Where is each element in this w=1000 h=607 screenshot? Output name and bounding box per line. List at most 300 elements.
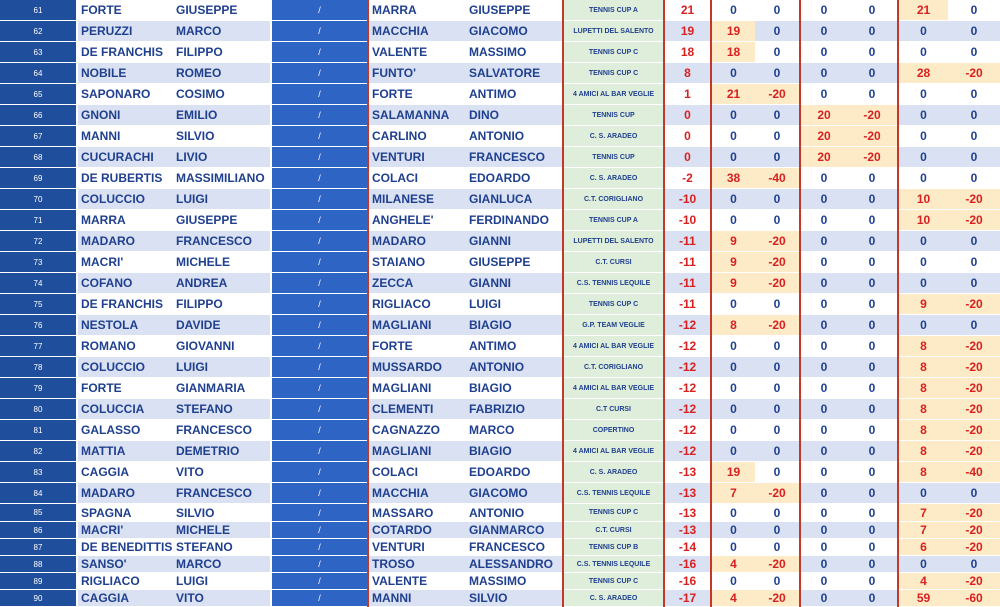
score-f: -40 [948, 462, 1000, 483]
score-c: 0 [800, 84, 847, 105]
score-b: 0 [755, 573, 800, 590]
score-e: 8 [898, 357, 948, 378]
player1-firstname: MARCO [173, 556, 271, 573]
table-row [0, 315, 1000, 336]
score-e: 0 [898, 315, 948, 336]
club-name: TENNIS CUP [563, 105, 664, 126]
score-b: 0 [755, 294, 800, 315]
total-points: 21 [664, 0, 711, 21]
club-name: C.S. TENNIS LEQUILE [563, 483, 664, 504]
row-number: 87 [0, 539, 77, 556]
club-name: TENNIS CUP C [563, 294, 664, 315]
score-e: 59 [898, 590, 948, 607]
row-number: 72 [0, 231, 77, 252]
table-row [0, 168, 1000, 189]
row-number: 75 [0, 294, 77, 315]
score-f: 0 [948, 0, 1000, 21]
player1-firstname: MASSIMILIANO [173, 168, 271, 189]
player1-surname: DE FRANCHIS [77, 42, 173, 63]
player2-surname: MILANESE [368, 189, 466, 210]
player1-surname: SAPONARO [77, 84, 173, 105]
table-row [0, 63, 1000, 84]
player2-firstname: ANTIMO [466, 84, 563, 105]
player1-surname: MANNI [77, 126, 173, 147]
score-e: 0 [898, 147, 948, 168]
player2-surname: MADARO [368, 231, 466, 252]
club-name: TENNIS CUP C [563, 504, 664, 522]
score-c: 0 [800, 210, 847, 231]
player2-firstname: BIAGIO [466, 315, 563, 336]
player2-surname: FORTE [368, 84, 466, 105]
score-e: 28 [898, 63, 948, 84]
club-name: TENNIS CUP C [563, 63, 664, 84]
total-points: 19 [664, 21, 711, 42]
player2-surname: MARRA [368, 0, 466, 21]
player2-firstname: FRANCESCO [466, 147, 563, 168]
player1-firstname: ANDREA [173, 273, 271, 294]
total-points: -12 [664, 336, 711, 357]
club-name: C.T. CORIGLIANO [563, 357, 664, 378]
score-a: 19 [711, 21, 755, 42]
score-f: -20 [948, 441, 1000, 462]
row-number: 61 [0, 0, 77, 21]
separator-slash: / [271, 420, 368, 441]
club-name: 4 AMICI AL BAR VEGLIE [563, 378, 664, 399]
club-name: 4 AMICI AL BAR VEGLIE [563, 441, 664, 462]
total-points: -11 [664, 294, 711, 315]
score-c: 0 [800, 556, 847, 573]
row-number: 90 [0, 590, 77, 607]
score-d: 0 [847, 399, 898, 420]
player2-firstname: EDOARDO [466, 462, 563, 483]
separator-slash: / [271, 556, 368, 573]
club-name: C.T. CORIGLIANO [563, 189, 664, 210]
score-c: 0 [800, 483, 847, 504]
score-d: 0 [847, 420, 898, 441]
score-a: 7 [711, 483, 755, 504]
score-a: 0 [711, 357, 755, 378]
score-f: 0 [948, 105, 1000, 126]
score-b: 0 [755, 42, 800, 63]
player1-firstname: LUIGI [173, 573, 271, 590]
player1-firstname: FILIPPO [173, 42, 271, 63]
player1-firstname: ROMEO [173, 63, 271, 84]
score-d: 0 [847, 573, 898, 590]
player2-firstname: EDOARDO [466, 168, 563, 189]
score-e: 4 [898, 573, 948, 590]
score-b: -20 [755, 315, 800, 336]
player1-firstname: GIANMARIA [173, 378, 271, 399]
score-e: 7 [898, 522, 948, 539]
player2-firstname: SALVATORE [466, 63, 563, 84]
player2-firstname: GIANMARCO [466, 522, 563, 539]
player2-firstname: ALESSANDRO [466, 556, 563, 573]
table-row [0, 252, 1000, 273]
score-f: -20 [948, 357, 1000, 378]
score-e: 0 [898, 105, 948, 126]
row-number: 64 [0, 63, 77, 84]
table-row [0, 357, 1000, 378]
score-c: 0 [800, 21, 847, 42]
player2-firstname: GIANNI [466, 273, 563, 294]
score-c: 0 [800, 273, 847, 294]
table-row [0, 210, 1000, 231]
total-points: -14 [664, 539, 711, 556]
row-number: 84 [0, 483, 77, 504]
score-b: 0 [755, 189, 800, 210]
separator-slash: / [271, 168, 368, 189]
player1-firstname: FRANCESCO [173, 231, 271, 252]
score-b: 0 [755, 336, 800, 357]
score-a: 0 [711, 336, 755, 357]
club-name: 4 AMICI AL BAR VEGLIE [563, 336, 664, 357]
separator-slash: / [271, 42, 368, 63]
score-e: 9 [898, 294, 948, 315]
row-number: 73 [0, 252, 77, 273]
total-points: 18 [664, 42, 711, 63]
score-a: 0 [711, 210, 755, 231]
score-d: 0 [847, 21, 898, 42]
score-b: -40 [755, 168, 800, 189]
score-d: -20 [847, 147, 898, 168]
separator-slash: / [271, 539, 368, 556]
player1-surname: SPAGNA [77, 504, 173, 522]
score-b: 0 [755, 63, 800, 84]
player1-surname: NOBILE [77, 63, 173, 84]
club-name: C. S. ARADEO [563, 590, 664, 607]
score-a: 0 [711, 420, 755, 441]
club-name: C.T. CURSI [563, 252, 664, 273]
total-points: -12 [664, 315, 711, 336]
table-row [0, 539, 1000, 556]
score-f: 0 [948, 273, 1000, 294]
score-d: 0 [847, 315, 898, 336]
player1-surname: DE FRANCHIS [77, 294, 173, 315]
score-d: 0 [847, 357, 898, 378]
row-number: 86 [0, 522, 77, 539]
score-c: 0 [800, 336, 847, 357]
total-points: 0 [664, 126, 711, 147]
score-a: 0 [711, 522, 755, 539]
player2-firstname: GIACOMO [466, 483, 563, 504]
score-b: 0 [755, 399, 800, 420]
separator-slash: / [271, 252, 368, 273]
score-b: -20 [755, 231, 800, 252]
score-c: 0 [800, 357, 847, 378]
score-e: 0 [898, 231, 948, 252]
score-f: 0 [948, 315, 1000, 336]
score-f: -20 [948, 189, 1000, 210]
player2-surname: VENTURI [368, 539, 466, 556]
player2-surname: VALENTE [368, 42, 466, 63]
score-b: 0 [755, 357, 800, 378]
score-b: 0 [755, 504, 800, 522]
total-points: -11 [664, 273, 711, 294]
score-c: 0 [800, 294, 847, 315]
score-e: 7 [898, 504, 948, 522]
player1-firstname: EMILIO [173, 105, 271, 126]
score-f: -20 [948, 378, 1000, 399]
score-f: -20 [948, 63, 1000, 84]
score-c: 0 [800, 522, 847, 539]
score-a: 8 [711, 315, 755, 336]
score-c: 0 [800, 378, 847, 399]
score-e: 10 [898, 210, 948, 231]
club-name: 4 AMICI AL BAR VEGLIE [563, 84, 664, 105]
player2-surname: MAGLIANI [368, 378, 466, 399]
score-e: 0 [898, 84, 948, 105]
score-e: 10 [898, 189, 948, 210]
score-d: 0 [847, 273, 898, 294]
player1-firstname: LUIGI [173, 357, 271, 378]
score-d: 0 [847, 522, 898, 539]
score-b: -20 [755, 273, 800, 294]
score-c: 0 [800, 441, 847, 462]
total-points: -11 [664, 252, 711, 273]
score-e: 8 [898, 441, 948, 462]
player2-surname: FORTE [368, 336, 466, 357]
score-e: 8 [898, 336, 948, 357]
player2-firstname: FERDINANDO [466, 210, 563, 231]
club-name: LUPETTI DEL SALENTO [563, 21, 664, 42]
player2-firstname: SILVIO [466, 590, 563, 607]
table-row [0, 231, 1000, 252]
player2-surname: COLACI [368, 168, 466, 189]
player1-firstname: FILIPPO [173, 294, 271, 315]
table-row [0, 21, 1000, 42]
player1-surname: FORTE [77, 378, 173, 399]
score-a: 9 [711, 231, 755, 252]
score-f: -20 [948, 294, 1000, 315]
player1-firstname: MICHELE [173, 522, 271, 539]
row-number: 88 [0, 556, 77, 573]
row-number: 89 [0, 573, 77, 590]
score-d: -20 [847, 126, 898, 147]
score-f: 0 [948, 147, 1000, 168]
player2-firstname: GIACOMO [466, 21, 563, 42]
table-row [0, 147, 1000, 168]
club-name: G.P. TEAM VEGLIE [563, 315, 664, 336]
player1-surname: MACRI' [77, 522, 173, 539]
score-c: 0 [800, 189, 847, 210]
score-d: 0 [847, 483, 898, 504]
player1-firstname: MARCO [173, 21, 271, 42]
table-row [0, 420, 1000, 441]
score-a: 0 [711, 441, 755, 462]
score-a: 0 [711, 126, 755, 147]
score-f: -20 [948, 539, 1000, 556]
club-name: C.S. TENNIS LEQUILE [563, 556, 664, 573]
row-number: 70 [0, 189, 77, 210]
table-row [0, 462, 1000, 483]
score-a: 0 [711, 573, 755, 590]
separator-slash: / [271, 189, 368, 210]
player2-surname: FUNTO' [368, 63, 466, 84]
score-e: 21 [898, 0, 948, 21]
table-row [0, 522, 1000, 539]
club-name: TENNIS CUP [563, 147, 664, 168]
player1-surname: RIGLIACO [77, 573, 173, 590]
total-points: -16 [664, 556, 711, 573]
table-row [0, 378, 1000, 399]
score-e: 0 [898, 42, 948, 63]
club-name: COPERTINO [563, 420, 664, 441]
total-points: -13 [664, 462, 711, 483]
separator-slash: / [271, 522, 368, 539]
separator-slash: / [271, 378, 368, 399]
player1-firstname: COSIMO [173, 84, 271, 105]
player1-surname: DE BENEDITTIS [77, 539, 173, 556]
score-a: 9 [711, 273, 755, 294]
player1-firstname: FRANCESCO [173, 420, 271, 441]
club-name: C. S. ARADEO [563, 168, 664, 189]
score-d: 0 [847, 539, 898, 556]
separator-slash: / [271, 441, 368, 462]
score-e: 6 [898, 539, 948, 556]
score-b: 0 [755, 147, 800, 168]
player2-surname: ZECCA [368, 273, 466, 294]
player2-surname: SALAMANNA [368, 105, 466, 126]
table-row [0, 105, 1000, 126]
score-c: 0 [800, 399, 847, 420]
separator-slash: / [271, 231, 368, 252]
player2-surname: VALENTE [368, 573, 466, 590]
player1-surname: GNONI [77, 105, 173, 126]
row-number: 80 [0, 399, 77, 420]
player1-firstname: VITO [173, 462, 271, 483]
total-points: 1 [664, 84, 711, 105]
score-d: 0 [847, 252, 898, 273]
separator-slash: / [271, 105, 368, 126]
score-e: 0 [898, 556, 948, 573]
score-f: 0 [948, 556, 1000, 573]
score-b: 0 [755, 539, 800, 556]
club-name: C.S. TENNIS LEQUILE [563, 273, 664, 294]
score-f: 0 [948, 42, 1000, 63]
table-row [0, 126, 1000, 147]
row-number: 79 [0, 378, 77, 399]
player1-surname: CAGGIA [77, 462, 173, 483]
score-d: 0 [847, 42, 898, 63]
player1-firstname: MICHELE [173, 252, 271, 273]
score-a: 0 [711, 294, 755, 315]
player2-firstname: BIAGIO [466, 378, 563, 399]
player2-firstname: GIUSEPPE [466, 252, 563, 273]
separator-slash: / [271, 573, 368, 590]
total-points: -13 [664, 522, 711, 539]
score-b: 0 [755, 522, 800, 539]
player1-surname: COFANO [77, 273, 173, 294]
table-row [0, 399, 1000, 420]
player2-firstname: GIANNI [466, 231, 563, 252]
score-a: 0 [711, 504, 755, 522]
table-row [0, 590, 1000, 607]
score-f: -20 [948, 573, 1000, 590]
player1-surname: COLUCCIO [77, 189, 173, 210]
score-c: 0 [800, 504, 847, 522]
score-d: 0 [847, 210, 898, 231]
player1-firstname: GIUSEPPE [173, 210, 271, 231]
score-c: 0 [800, 462, 847, 483]
row-number: 81 [0, 420, 77, 441]
club-name: LUPETTI DEL SALENTO [563, 231, 664, 252]
player2-firstname: BIAGIO [466, 441, 563, 462]
score-f: -20 [948, 522, 1000, 539]
player1-firstname: DAVIDE [173, 315, 271, 336]
separator-slash: / [271, 147, 368, 168]
total-points: -16 [664, 573, 711, 590]
club-name: TENNIS CUP B [563, 539, 664, 556]
score-c: 20 [800, 147, 847, 168]
score-b: -20 [755, 84, 800, 105]
score-a: 0 [711, 0, 755, 21]
total-points: -17 [664, 590, 711, 607]
separator-slash: / [271, 483, 368, 504]
club-name: C. S. ARADEO [563, 126, 664, 147]
total-points: -10 [664, 189, 711, 210]
separator-slash: / [271, 21, 368, 42]
player2-firstname: DINO [466, 105, 563, 126]
separator-slash: / [271, 294, 368, 315]
player1-surname: SANSO' [77, 556, 173, 573]
player2-surname: MACCHIA [368, 21, 466, 42]
score-d: 0 [847, 462, 898, 483]
player1-surname: PERUZZI [77, 21, 173, 42]
score-a: 0 [711, 399, 755, 420]
score-d: 0 [847, 590, 898, 607]
score-c: 20 [800, 126, 847, 147]
club-name: C.T. CURSI [563, 522, 664, 539]
club-name: C. S. ARADEO [563, 462, 664, 483]
club-name: C.T CURSI [563, 399, 664, 420]
score-b: -20 [755, 556, 800, 573]
player1-firstname: GIOVANNI [173, 336, 271, 357]
table-row [0, 294, 1000, 315]
player2-surname: MACCHIA [368, 483, 466, 504]
player1-firstname: STEFANO [173, 539, 271, 556]
player2-firstname: GIUSEPPE [466, 0, 563, 21]
table-row [0, 573, 1000, 590]
club-name: TENNIS CUP A [563, 210, 664, 231]
table-row [0, 189, 1000, 210]
player2-surname: VENTURI [368, 147, 466, 168]
row-number: 66 [0, 105, 77, 126]
score-d: 0 [847, 336, 898, 357]
score-b: 0 [755, 105, 800, 126]
score-c: 0 [800, 420, 847, 441]
score-a: 21 [711, 84, 755, 105]
separator-slash: / [271, 126, 368, 147]
row-number: 78 [0, 357, 77, 378]
total-points: -12 [664, 378, 711, 399]
row-number: 77 [0, 336, 77, 357]
score-f: -20 [948, 399, 1000, 420]
score-f: -60 [948, 590, 1000, 607]
score-a: 0 [711, 378, 755, 399]
row-number: 68 [0, 147, 77, 168]
table-row [0, 273, 1000, 294]
player2-firstname: ANTONIO [466, 126, 563, 147]
club-name: TENNIS CUP C [563, 42, 664, 63]
score-d: 0 [847, 0, 898, 21]
separator-slash: / [271, 210, 368, 231]
score-c: 0 [800, 231, 847, 252]
total-points: -13 [664, 504, 711, 522]
score-d: 0 [847, 63, 898, 84]
score-f: 0 [948, 21, 1000, 42]
player2-surname: CAGNAZZO [368, 420, 466, 441]
player1-firstname: VITO [173, 590, 271, 607]
